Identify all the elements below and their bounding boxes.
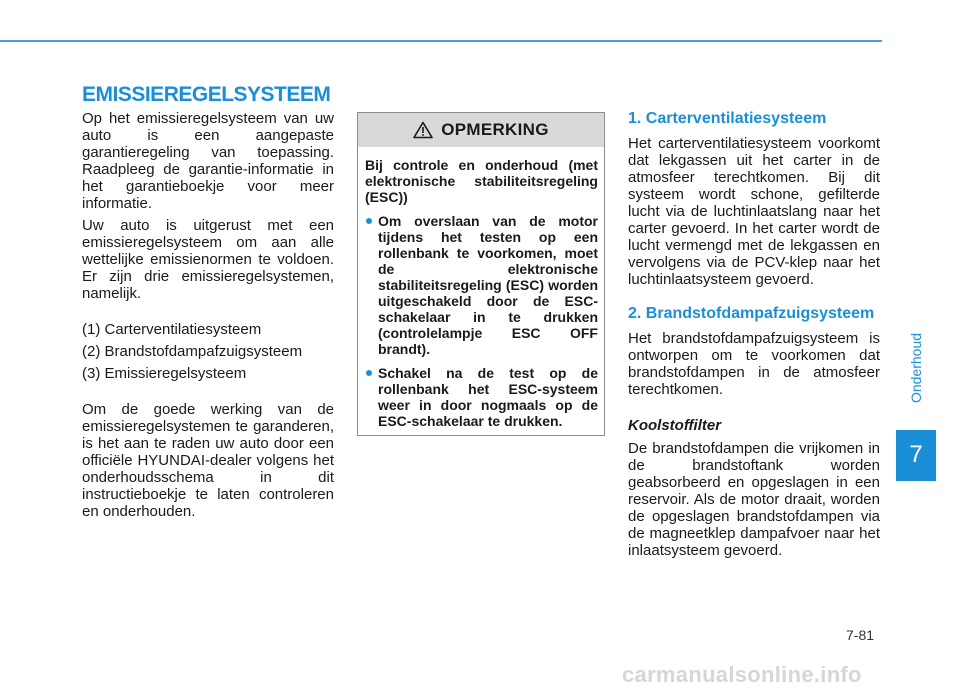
list-item: (3) Emissieregelsysteem [82, 365, 247, 382]
section-title: EMISSIEREGELSYSTEEM [82, 83, 331, 106]
notice-box [357, 112, 605, 436]
notice-intro: Bij controle en onderhoud (met elektronische stabiliteitsregeling (ESC)) [365, 157, 598, 205]
intro-paragraph: Uw auto is uitgerust met een emissieregelsysteem om aan alle wettelijke emissienormen te voldoen. Er zijn drie emissieregelsystemen, namelijk. [82, 217, 334, 302]
page-number: 7-81 [846, 627, 875, 643]
warning-triangle-icon [413, 121, 433, 139]
chapter-label: Onderhoud [908, 332, 924, 404]
notice-list [365, 213, 598, 429]
crankcase-paragraph: Het carterventilatiesysteem voorkomt dat lekgassen uit het carter in de atmosfeer terechtkomen. Bij dit systeem wordt schone, gefilterde lucht via de luchtinlaatslang naar het carter gevoerd. In het carter wordt de lucht vermengd met de lekgassen en vervolgens via de PCV-klep naar het luchtinlaatsysteem gevoerd. [628, 135, 880, 288]
top-rule [0, 40, 882, 42]
intro-paragraph: Op het emissieregelsysteem van uw auto is een aangepaste garantieregeling van toepassing. Raadpleeg de garantie-informatie in het garantieboekje voor meer informatie. [82, 110, 334, 212]
subheading-canister: Koolstoffilter [628, 417, 722, 434]
evap-paragraph: Het brandstofdampafzuigsysteem is ontworpen om te voorkomen dat brandstofdampen in de atmosfeer terechtkomen. [628, 330, 880, 398]
notice-body [358, 147, 604, 429]
heading-crankcase: 1. Carterventilatiesysteem [628, 110, 827, 127]
notice-bullet: Schakel na de test op de rollenbank het ESC-systeem weer in door nogmaals op de ESC-schakelaar te drukken. [365, 365, 598, 429]
notice-bullet: Om overslaan van de motor tijdens het testen op een rollenbank te voorkomen, moet de elektronische stabiliteitsregeling (ESC) worden uitgeschakeld door de ESC-schakelaar in te drukken (controlelampje ESC OFF brandt). [365, 213, 598, 357]
notice-header [358, 113, 604, 147]
heading-evap: 2. Brandstofdampafzuigsysteem [628, 305, 875, 322]
side-divider [896, 480, 936, 481]
list-item: (2) Brandstofdampafzuigsysteem [82, 343, 303, 360]
systems-column [628, 110, 880, 564]
closing-paragraph: Om de goede werking van de emissieregelsystemen te garanderen, is het aan te raden uw auto door een officiële HYUNDAI-dealer volgens het onderhoudsschema in dit instructieboekje te laten controleren en onderhouden. [82, 401, 334, 520]
chapter-side-tab [896, 315, 936, 421]
chapter-number-box: 7 [896, 430, 936, 480]
watermark: carmanualsonline.info [622, 662, 862, 687]
intro-column [82, 110, 334, 525]
canister-paragraph: De brandstofdampen die vrijkomen in de brandstoftank worden geabsorbeerd en opgeslagen in een reservoir. Als de motor draait, worden de opgeslagen brandstofdampen via de magneetklep dampafvoer naar het inlaatsysteem gevoerd. [628, 440, 880, 559]
list-item: (1) Carterventilatiesysteem [82, 321, 262, 338]
notice-title: OPMERKING [441, 120, 549, 139]
